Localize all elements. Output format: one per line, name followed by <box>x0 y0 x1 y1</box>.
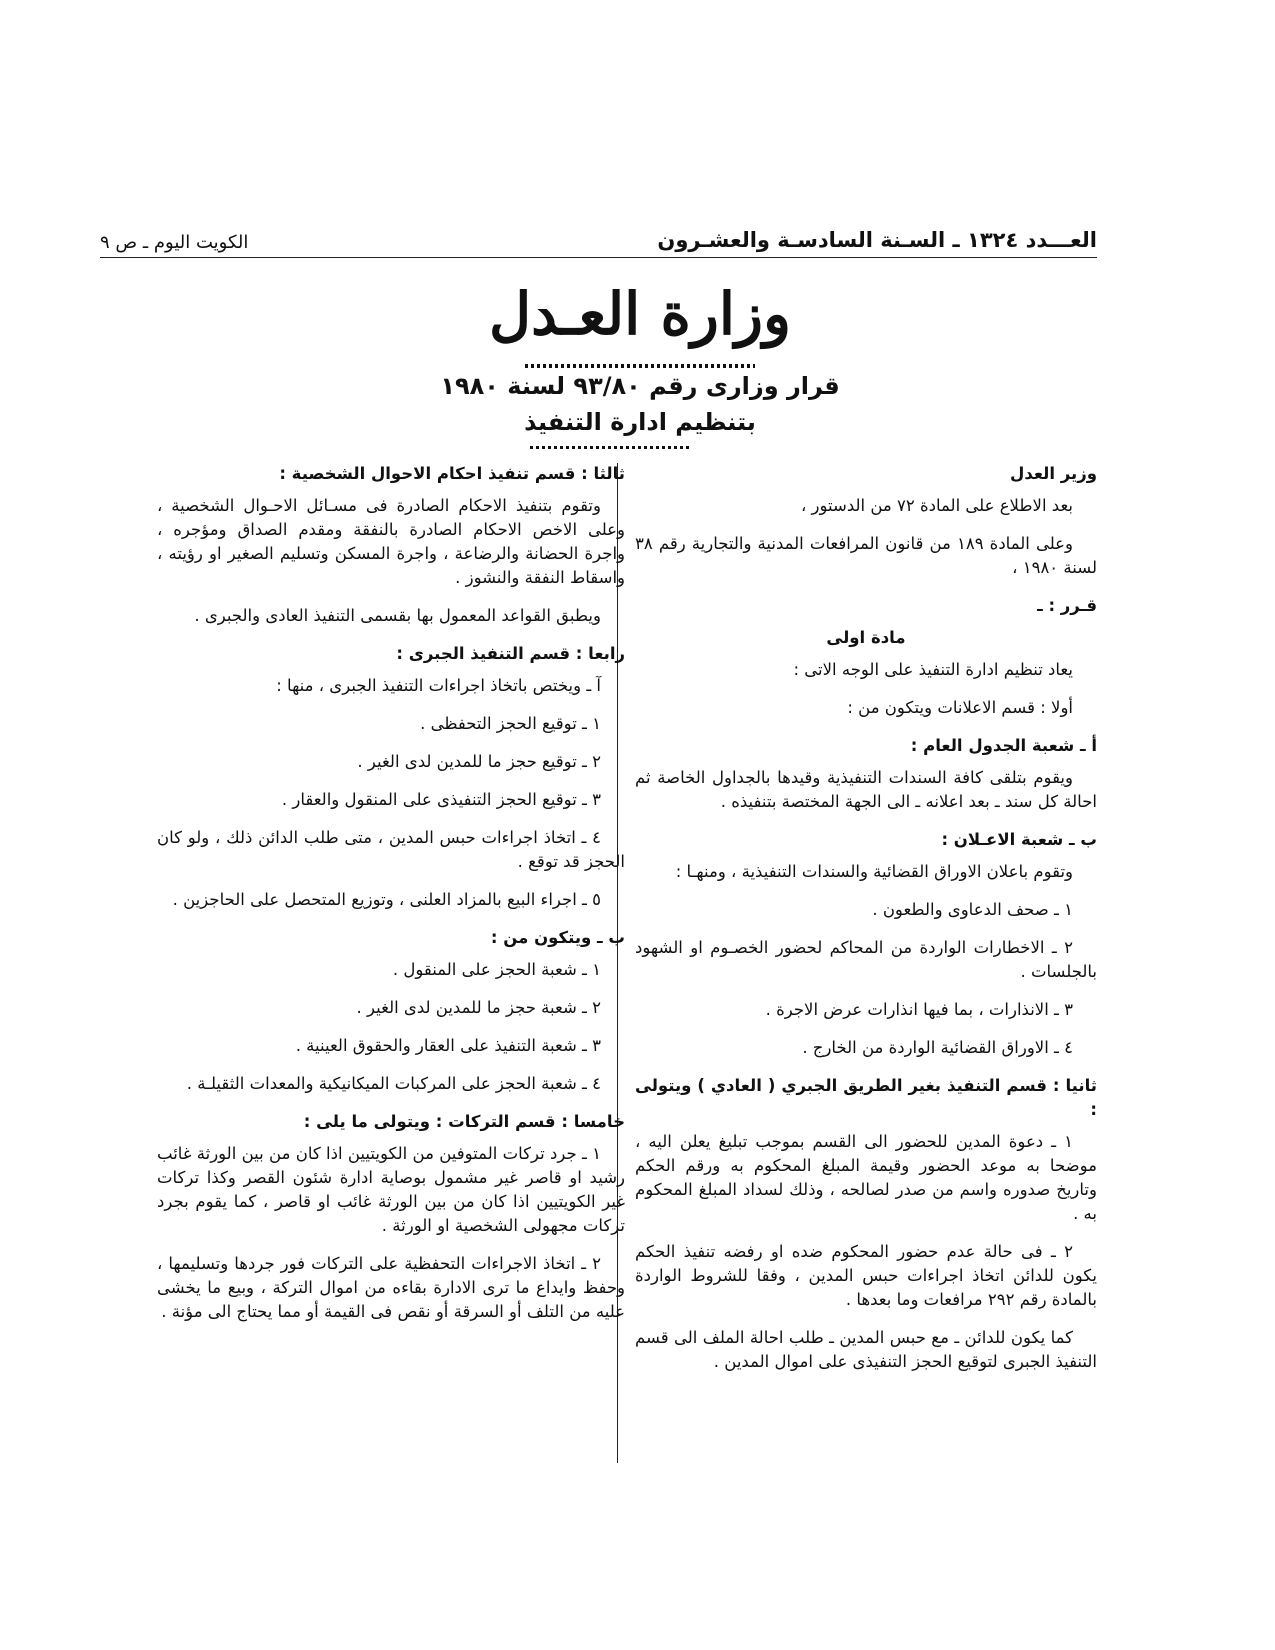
ministry-title: وزارة العـدل <box>488 280 792 348</box>
decree-title: قرار وزارى رقم ٩٣/٨٠ لسنة ١٩٨٠ <box>440 372 840 400</box>
preamble-paragraph: بعد الاطلاع على المادة ٧٢ من الدستور ، <box>800 496 1073 515</box>
subsection-heading: ب ـ ويتكون من : <box>490 928 625 947</box>
section-heading: ثانيا : قسم التنفيذ بغير الطريق الجبري ( العادي ) ويتولى : <box>635 1076 1097 1119</box>
body-paragraph: ٢ ـ فى حالة عدم حضور المحكوم ضده او رفضه تنفيذ الحكم يكون للدائن اتخاذ اجراءات حبس المدين ، وفقا للشروط الواردة بالمادة رقم ٢٩٢ مرافعات وما بعدها . <box>635 1242 1097 1309</box>
body-paragraph: يعاد تنظيم ادارة التنفيذ على الوجه الاتى : <box>793 660 1073 679</box>
right-column <box>635 462 1097 1388</box>
body-paragraph: ٢ ـ اتخاذ الاجراءات التحفظية على التركات فور جردها وتسليمها ، وحفظ وايداع ما ترى الادارة بقاءه من اموال التركة ، وبيع ما يخشى عليه من التلف أو السرقة أو نقص فى القيمة أو مما يحتاج الى مؤنة . <box>157 1254 625 1321</box>
section-heading: خامسا : قسم التركات : ويتولى ما يلى : <box>303 1112 625 1131</box>
list-item: ٣ ـ توقيع الحجز التنفيذى على المنقول والعقار . <box>281 790 601 809</box>
issue-header: العـــدد ١٣٢٤ ـ السـنة السادسـة والعشـرون <box>657 228 1097 252</box>
list-item: ١ ـ شعبة الحجز على المنقول . <box>392 960 601 979</box>
ornament-divider <box>530 446 690 449</box>
list-item: ١ ـ توقيع الحجز التحفظى . <box>420 714 601 733</box>
body-paragraph: ويقوم بتلقى كافة السندات التنفيذية وقيدها بالجداول الخاصة ثم احالة كل سند ـ بعد اعلانه ـ الى الجهة المختصة بتنفيذه . <box>635 768 1097 811</box>
body-paragraph: وتقوم بتنفيذ الاحكام الصادرة فى مسـائل الاحـوال الشخصية ، وعلى الاخص الاحكام الصادرة بالنفقة ومقدم الصداق ومؤجره ، واجرة الحضانة والرضاعة ، واجرة المسكن وتسليم الصغير او رؤيته ، واسقاط النفقة والنشوز . <box>157 496 625 587</box>
section-heading: رابعا : قسم التنفيذ الجبرى : <box>396 644 625 663</box>
section-heading: أولا : قسم الاعلانات ويتكون من : <box>847 698 1073 717</box>
body-paragraph: ١ ـ جرد تركات المتوفين من الكويتيين اذا كان من بين الورثة غائب رشيد او قاصر غير مشمول بوصاية ادارة شئون القصر وكذا تركات غير الكويتيين اذا كان من بين الورثة غائب او قاصر ، كما يقوم بجرد تركات مجهولى الشخصية او الورثة . <box>157 1144 625 1235</box>
list-item: ٢ ـ الاخطارات الواردة من المحاكم لحضور الخصـوم او الشهود بالجلسات . <box>635 938 1097 981</box>
article-heading: مادة اولى <box>826 628 906 647</box>
subsection-heading: أ ـ شعبة الجدول العام : <box>910 736 1097 755</box>
body-paragraph: ١ ـ دعوة المدين للحضور الى القسم بموجب تبليغ يعلن اليه ، موضحا به موعد الحضور وقيمة المبلغ المحكوم به ورقم الحكم وتاريخ صدوره واسم من صدر لصالحه ، وذلك لسداد المبلغ المحكوم به . <box>635 1132 1097 1223</box>
list-item: ٢ ـ توقيع حجز ما للمدين لدى الغير . <box>357 752 601 771</box>
gazette-page-ref: الكويت اليوم ـ ص ٩ <box>100 232 249 253</box>
list-item: ٢ ـ شعبة حجز ما للمدين لدى الغير . <box>356 998 601 1017</box>
left-column <box>157 462 625 1338</box>
minister-line: وزير العدل <box>1010 464 1097 483</box>
decree-subject: بتنظيم ادارة التنفيذ <box>524 408 756 436</box>
list-item: ١ ـ صحف الدعاوى والطعون . <box>872 900 1073 919</box>
decided-line: قـرر : ـ <box>1037 596 1097 615</box>
section-heading: ثالثا : قسم تنفيذ احكام الاحوال الشخصية : <box>279 464 625 483</box>
list-item: ٤ ـ شعبة الحجز على المركبات الميكانيكية والمعدات الثقيلـة . <box>186 1074 601 1093</box>
preamble-paragraph: وعلى المادة ١٨٩ من قانون المرافعات المدنية والتجارية رقم ٣٨ لسنة ١٩٨٠ ، <box>635 534 1097 577</box>
list-item: ٣ ـ شعبة التنفيذ على العقار والحقوق العينية . <box>295 1036 601 1055</box>
body-paragraph: كما يكون للدائن ـ مع حبس المدين ـ طلب احالة الملف الى قسم التنفيذ الجبرى لتوقيع الحجز التنفيذى على اموال المدين . <box>635 1328 1097 1371</box>
body-paragraph: وتقوم باعلان الاوراق القضائية والسندات التنفيذية ، ومنهـا : <box>675 862 1073 881</box>
header-rule <box>100 257 1097 258</box>
list-item: ٤ ـ الاوراق القضائية الواردة من الخارج . <box>802 1038 1073 1057</box>
subsection-heading: ب ـ شعبة الاعـلان : <box>941 830 1097 849</box>
body-paragraph: آ ـ ويختص باتخاذ اجراءات التنفيذ الجبرى ، منها : <box>276 676 601 695</box>
list-item: ٣ ـ الانذارات ، بما فيها انذارات عرض الاجرة . <box>765 1000 1073 1019</box>
ornament-divider <box>525 364 755 368</box>
body-paragraph: ويطبق القواعد المعمول بها بقسمى التنفيذ العادى والجبرى . <box>194 606 601 625</box>
list-item: ٤ ـ اتخاذ اجراءات حبس المدين ، متى طلب الدائن ذلك ، ولو كان الحجز قد توقع . <box>157 828 625 871</box>
list-item: ٥ ـ اجراء البيع بالمزاد العلنى ، وتوزيع المتحصل على الحاجزين . <box>172 890 601 909</box>
